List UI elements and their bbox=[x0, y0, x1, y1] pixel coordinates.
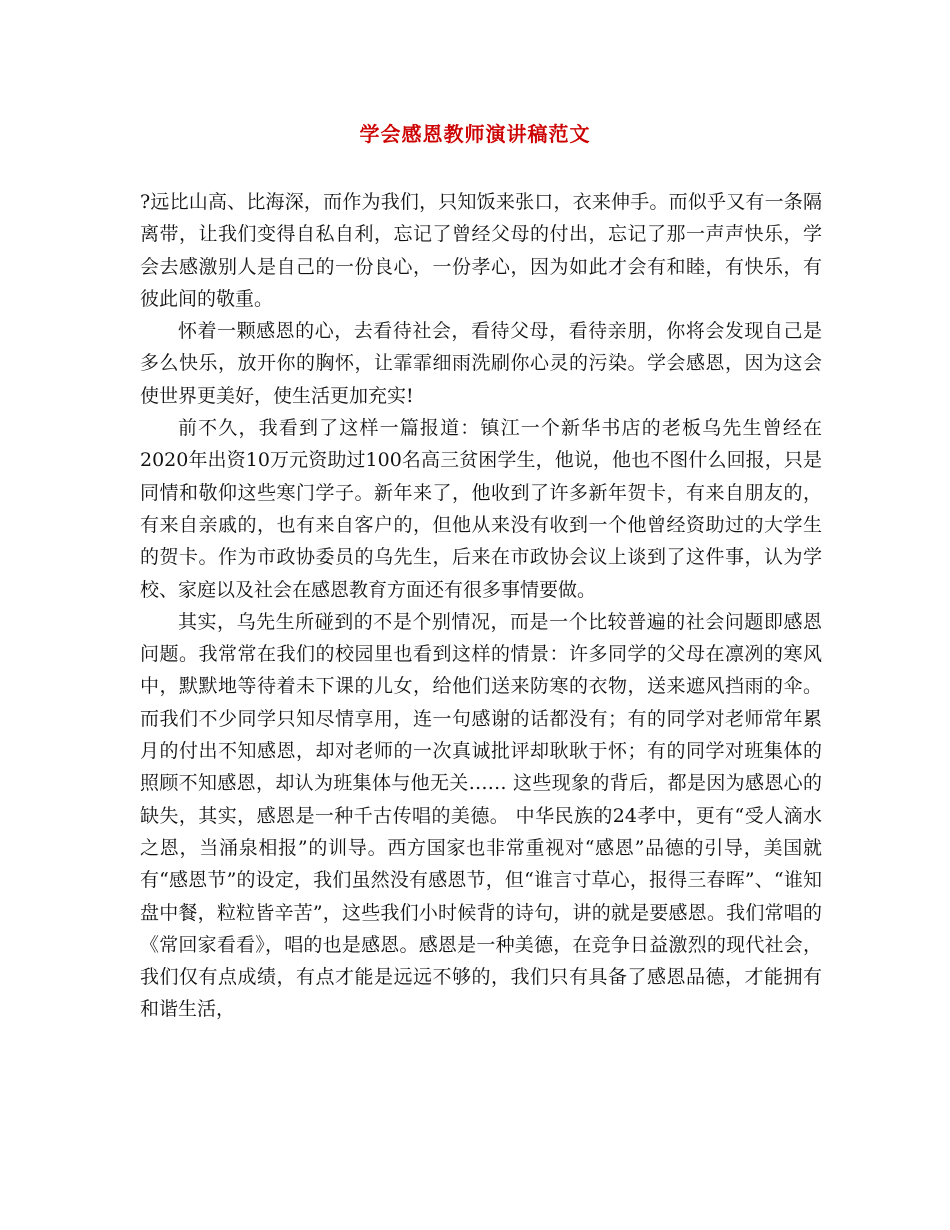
paragraph-2: 怀着一颗感恩的心，去看待社会，看待父母，看待亲朋，你将会发现自己是多么快乐，放开你的胸怀，让霏霏细雨洗刷你心灵的污染。学会感恩，因为这会使世界更美好，使生活更加充实! bbox=[140, 320, 822, 407]
document-title: 学会感恩教师演讲稿范文 bbox=[359, 122, 591, 146]
document-body bbox=[140, 186, 822, 1026]
paragraph-1: ?远比山高、比海深，而作为我们，只知饭来张口，衣来伸手。而似乎又有一条隔离带，让我们变得自私自利，忘记了曾经父母的付出，忘记了那一声声快乐，学会去感激别人是自己的一份良心，一份孝心，因为如此才会有和睦，有快乐，有彼此间的敬重。 bbox=[140, 191, 822, 310]
paragraph-3: 前不久，我看到了这样一篇报道：镇江一个新华书店的老板乌先生曾经在2020年出资10万元资助过100名高三贫困学生，他说，他也不图什么回报，只是同情和敬仰这些寒门学子。新年来了，他收到了许多新年贺卡，有来自朋友的，有来自亲戚的，也有来自客户的，但他从来没有收到一个他曾经资助过的大学生的贺卡。作为市政协委员的乌先生，后来在市政协会议上谈到了这件事，认为学校、家庭以及社会在感恩教育方面还有很多事情要做。 bbox=[140, 417, 822, 601]
paragraph-4: 其实，乌先生所碰到的不是个别情况，而是一个比较普遍的社会问题即感恩问题。我常常在我们的校园里也看到这样的情景：许多同学的父母在凛冽的寒风中，默默地等待着未下课的儿女，给他们送来防寒的衣物，送来遮风挡雨的伞。而我们不少同学只知尽情享用，连一句感谢的话都没有；有的同学对老师常年累月的付出不知感恩，却对老师的一次真诚批评却耿耿于怀；有的同学对班集体的照顾不知感恩，却认为班集体与他无关…… 这些现象的背后，都是因为感恩心的缺失，其实，感恩是一种千古传唱的美德。 中华民族的24孝中，更有“受人滴水之恩，当涌泉相报”的训导。西方国家也非常重视对“感恩”品德的引导，美国就有“感恩节”的设定，我们虽然没有感恩节，但“谁言寸草心，报得三春晖”、“谁知盘中餐，粒粒皆辛苦”，这些我们小时候背的诗句，讲的就是要感恩。我们常唱的《常回家看看》，唱的也是感恩。感恩是一种美德，在竞争日益激烈的现代社会，我们仅有点成绩，有点才能是远远不够的，我们只有具备了感恩品德，才能拥有和谐生活， bbox=[140, 610, 822, 1021]
